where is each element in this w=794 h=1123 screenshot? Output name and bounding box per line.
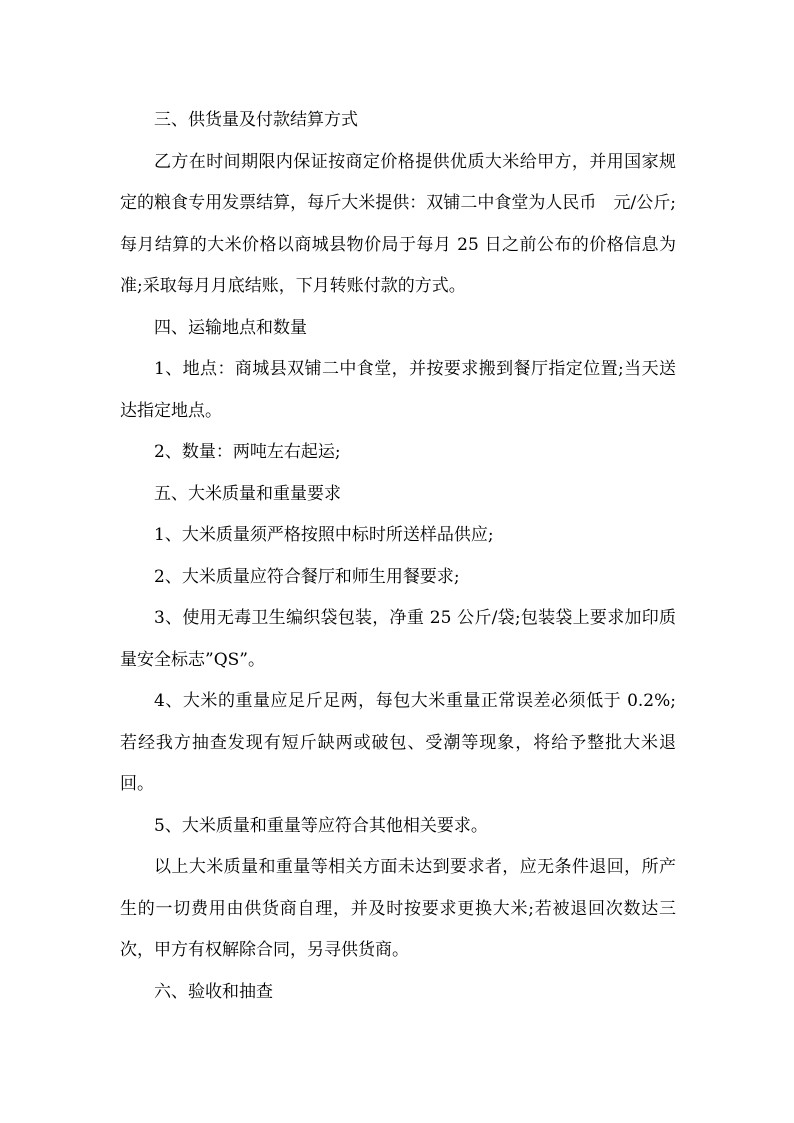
paragraph-quality-canteen: 2、大米质量应符合餐厅和师生用餐要求; bbox=[154, 566, 460, 587]
section-heading-inspection: 六、验收和抽查 bbox=[154, 981, 273, 1002]
paragraph-supply-terms: 乙方在时间期限内保证按商定价格提供优质大米给甲方，并用国家规定的粮食专用发票结算，每斤大米提供：双铺二中食堂为人民币 元/公斤;每月结算的大米价格以商城县物价局于每月 25 日之前公布的价格信息为准;采取每月月底结账，下月转账付款的方式。 bbox=[120, 151, 676, 296]
section-heading-transport: 四、运输地点和数量 bbox=[154, 317, 307, 338]
paragraph-weight-tolerance: 4、大米的重量应足斤足两，每包大米重量正常误差必须低于 0.2%;若经我方抽查发现有短斤缺两或破包、受潮等现象，将给予整批大米退回。 bbox=[120, 691, 676, 794]
paragraph-return-policy: 以上大米质量和重量等相关方面未达到要求者，应无条件退回，所产生的一切费用由供货商自理，并及时按要求更换大米;若被退回次数达三次，甲方有权解除合同，另寻供货商。 bbox=[120, 857, 676, 960]
paragraph-location: 1、地点：商城县双铺二中食堂，并按要求搬到餐厅指定位置;当天送达指定地点。 bbox=[120, 359, 676, 421]
paragraph-quantity: 2、数量：两吨左右起运; bbox=[154, 442, 341, 462]
paragraph-quality-sample: 1、大米质量须严格按照中标时所送样品供应; bbox=[154, 525, 494, 545]
paragraph-packaging: 3、使用无毒卫生编织袋包装，净重 25 公斤/袋;包装袋上要求加印质量安全标志”QS”。 bbox=[120, 608, 676, 670]
paragraph-other-requirements: 5、大米质量和重量等应符合其他相关要求。 bbox=[154, 815, 488, 836]
section-heading-quality-weight: 五、大米质量和重量要求 bbox=[154, 483, 341, 504]
document-body bbox=[120, 100, 676, 1013]
section-heading-supply-payment: 三、供货量及付款结算方式 bbox=[154, 110, 358, 130]
